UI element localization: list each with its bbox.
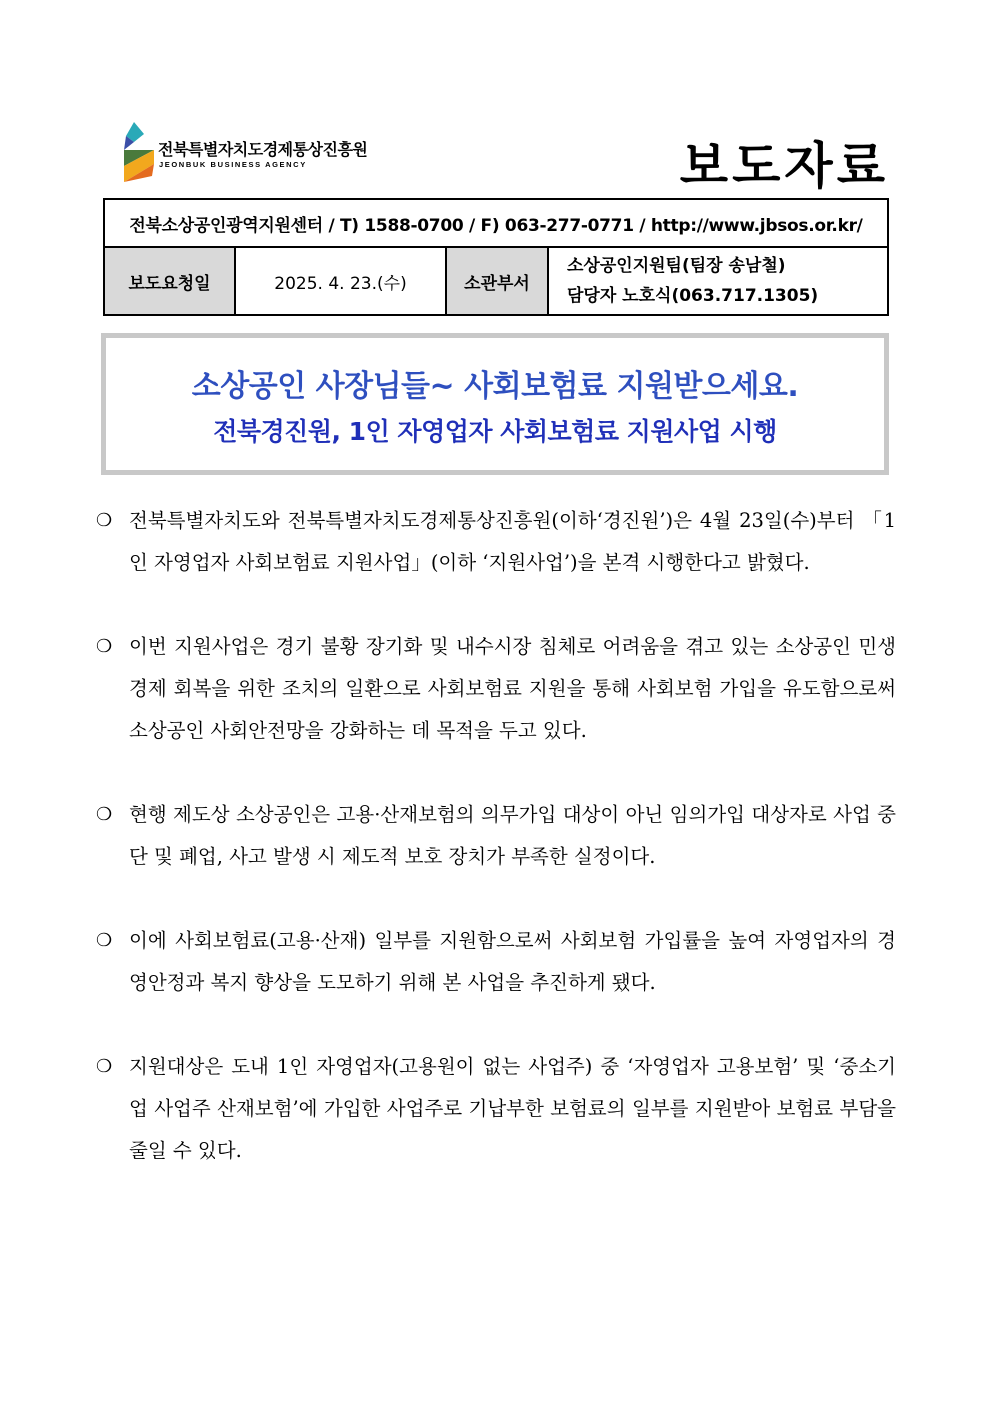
press-info-table xyxy=(103,198,889,316)
bullet-circle-icon: ❍ xyxy=(96,930,113,951)
bullet-circle-icon: ❍ xyxy=(96,1056,113,1077)
bullet-circle-icon: ❍ xyxy=(96,804,113,825)
bullet-circle-icon: ❍ xyxy=(96,636,113,657)
request-date-label: 보도요청일 xyxy=(104,247,235,315)
paragraph xyxy=(96,794,896,878)
department-info xyxy=(548,247,888,315)
department-contact-person: 담당자 노호식(063.717.1305) xyxy=(567,286,819,306)
department-label: 소관부서 xyxy=(446,247,548,315)
paragraph-text: 이번 지원사업은 경기 불황 장기화 및 내수시장 침체로 어려움을 겪고 있는 소상공인 민생경제 회복을 위한 조치의 일환으로 사회보험료 지원을 통해 사회보험 가입을 유도함으로써 소상공인 사회안전망을 강화하는 데 목적을 두고 있다. xyxy=(129,635,896,742)
headline-box xyxy=(101,333,889,475)
contact-line: 전북소상공인광역지원센터 / T) 1588-0700 / F) 063-277-0771 / http://www.jbsos.or.kr/ xyxy=(104,199,888,247)
document-type-title: 보도자료 xyxy=(679,137,889,195)
request-date-value: 2025. 4. 23.(수) xyxy=(235,247,446,315)
department-team: 소상공인지원팀(팀장 송남철) xyxy=(567,256,786,276)
agency-name-english: JEONBUK BUSINESS AGENCY xyxy=(159,160,307,169)
paragraph-text: 지원대상은 도내 1인 자영업자(고용원이 없는 사업주) 중 ‘자영업자 고용보험’ 및 ‘중소기업 사업주 산재보험’에 가입한 사업주로 기납부한 보험료의 일부를 지원받아 보험료 부담을 줄일 수 있다. xyxy=(129,1055,896,1162)
bullet-circle-icon: ❍ xyxy=(96,510,113,531)
paragraph xyxy=(96,626,896,752)
paragraph-text: 전북특별자치도와 전북특별자치도경제통상진흥원(이하‘경진원’)은 4월 23일(수)부터 「1인 자영업자 사회보험료 지원사업」(이하 ‘지원사업’)을 본격 시행한다고 밝혔다. xyxy=(129,509,896,574)
paragraph-text: 현행 제도상 소상공인은 고용·산재보험의 의무가입 대상이 아닌 임의가입 대상자로 사업 중단 및 폐업, 사고 발생 시 제도적 보호 장치가 부족한 실정이다. xyxy=(129,803,896,868)
article-body xyxy=(96,500,896,1214)
paragraph xyxy=(96,1046,896,1172)
paragraph xyxy=(96,500,896,584)
headline-title: 소상공인 사장님들~ 사회보험료 지원받으세요. xyxy=(191,369,799,404)
agency-logo xyxy=(122,120,392,186)
paragraph xyxy=(96,920,896,1004)
headline-subtitle: 전북경진원, 1인 자영업자 사회보험료 지원사업 시행 xyxy=(213,417,777,446)
paragraph-text: 이에 사회보험료(고용·산재) 일부를 지원함으로써 사회보험 가입률을 높여 자영업자의 경영안정과 복지 향상을 도모하기 위해 본 사업을 추진하게 됐다. xyxy=(129,929,896,994)
agency-name-korean: 전북특별자치도경제통상진흥원 xyxy=(158,140,368,159)
logo-mark-icon xyxy=(122,120,156,184)
